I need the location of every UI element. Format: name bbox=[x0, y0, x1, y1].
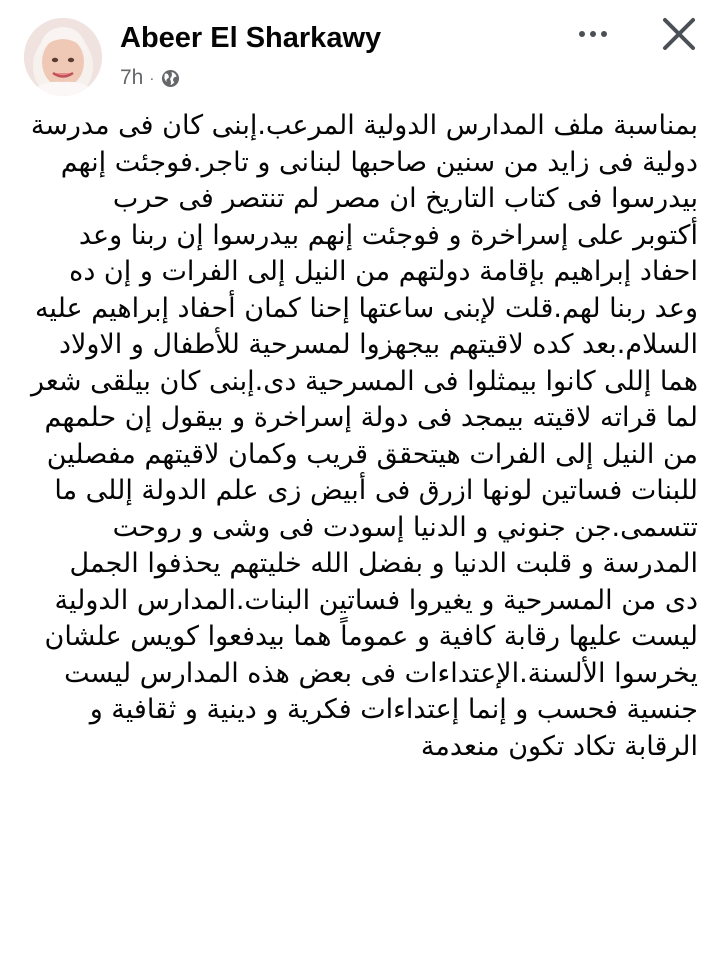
post-text-line: جنسية فحسب و إنما إعتداءات فكرية و دينية و ثقافية و bbox=[89, 694, 698, 725]
more-dot bbox=[590, 31, 596, 37]
post-text bbox=[22, 108, 698, 765]
post-text-line: تتسمى.جن جنوني و الدنيا إسودت فى وشى و روحت bbox=[112, 511, 698, 543]
post-text-line: احفاد إبراهيم بإقامة دولتهم من النيل إلى الفرات و إن ده bbox=[69, 256, 698, 287]
post-text-line: ليست عليها رقابة كافية و عموماً هما بيدفعوا كويس علشان bbox=[44, 621, 698, 652]
post-time[interactable]: 7h bbox=[120, 66, 144, 89]
post-text-line: للبنات فساتين لونها ازرق فى أبيض زى علم الدولة إللى ما bbox=[54, 475, 698, 506]
meta-separator: · bbox=[149, 69, 155, 87]
post-text-line: المدرسة و قلبت الدنيا و بفضل الله خليتهم يحذفوا الجمل bbox=[69, 548, 698, 579]
post-header bbox=[0, 0, 720, 104]
post-text-line: يخرسوا الألسنة.الإعتداءات فى بعض هذه المدارس ليست bbox=[64, 657, 698, 689]
post-text-line: بيدرسوا فى كتاب التاريخ ان مصر لم تنتصر فى حرب bbox=[112, 183, 698, 214]
post-text-line: وعد ربنا لهم.قلت لإبنى ساعتها إحنا كمان أحفاد إبراهيم عليه bbox=[34, 292, 698, 324]
post-text-line: لما قراته لاقيته بيمجد فى دولة إسراخرة و بيقول إن حلمهم bbox=[44, 402, 698, 433]
post-text-line: بمناسبة ملف المدارس الدولية المرعب.إبنى كان فى مدرسة bbox=[30, 110, 698, 141]
post-text-line: من النيل إلى الفرات هيتحقق قريب وكمان لاقيتهم مفصلين bbox=[46, 438, 698, 470]
avatar-photo bbox=[24, 18, 102, 96]
more-dot bbox=[579, 31, 585, 37]
globe-icon[interactable] bbox=[161, 69, 180, 88]
post-text-line: دى من المسرحية و يغيروا فساتين البنات.المدارس الدولية bbox=[54, 584, 698, 616]
post-text-line: هما إللى كانوا بيمثلوا فى المسرحية دى.إبنى كان بيلقى شعر bbox=[30, 365, 698, 397]
post-text-line: السلام.بعد كده لاقيتهم بيجهزوا لمسرحية للأطفال و الاولاد bbox=[58, 329, 698, 360]
close-icon[interactable] bbox=[660, 15, 698, 53]
author-name[interactable]: Abeer El Sharkawy bbox=[120, 22, 382, 54]
post-meta bbox=[120, 64, 180, 92]
more-dot bbox=[601, 31, 607, 37]
post-text-line: الرقابة تكاد تكون منعدمة bbox=[420, 730, 698, 762]
more-options-icon[interactable] bbox=[569, 22, 617, 46]
post-text-line: دولية فى زايد من سنين صاحبها لبنانى و تاجر.فوجئت إنهم bbox=[60, 146, 698, 178]
avatar[interactable] bbox=[24, 18, 102, 96]
post-text-line: أكتوبر على إسراخرة و فوجئت إنهم بيدرسوا إن ربنا وعد bbox=[78, 219, 698, 251]
